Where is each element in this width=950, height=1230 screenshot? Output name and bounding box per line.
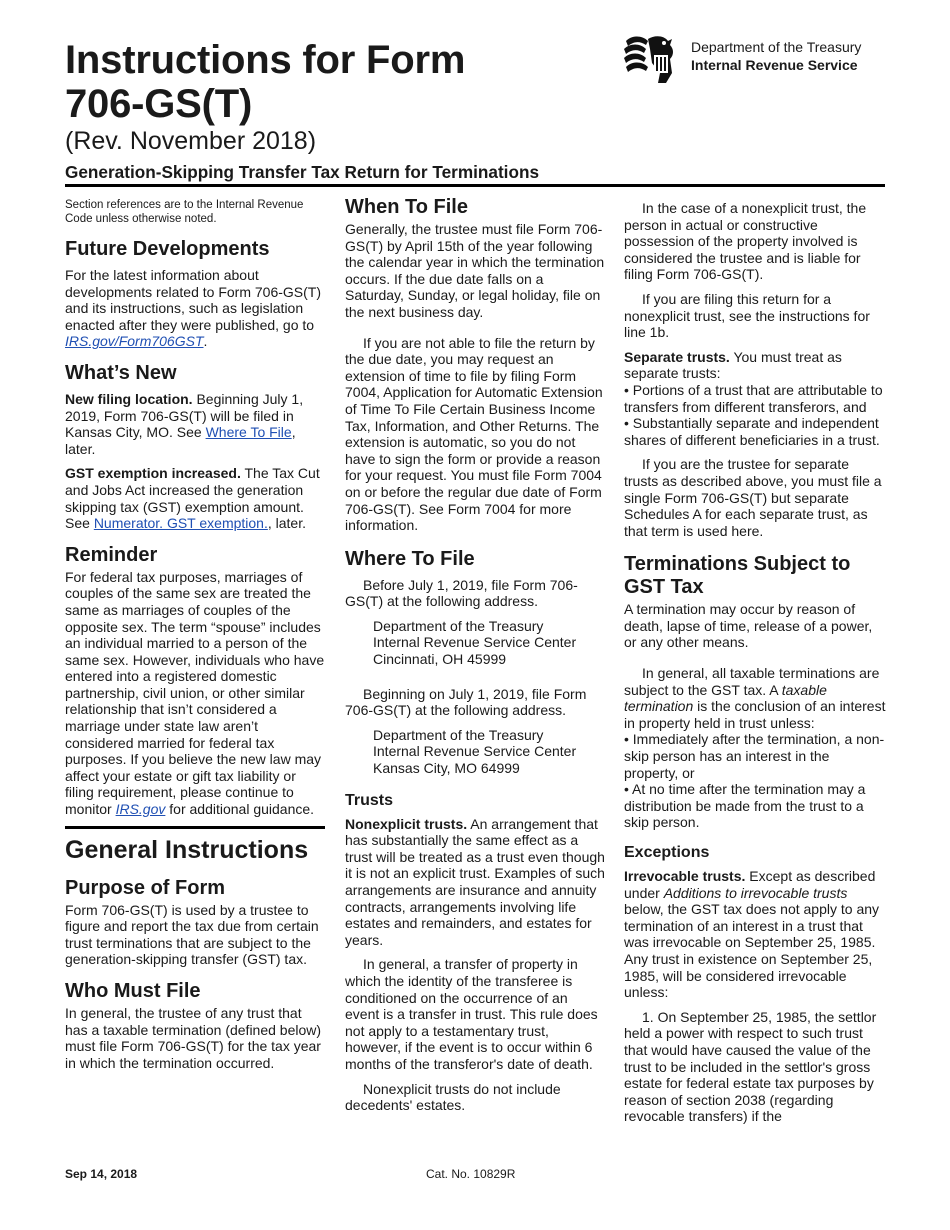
extension-text: If you are not able to file the return by the due date, you may request an extension of time to file by filing Form 7004, Application for Automatic Extension of Time To File Certain Business Income Tax, Information, and Other Returns. The extension is automatic, so you do not have to sign the form or provide a reason for your request. You must file Form 7004 on or before the regular due date of Form 706-GS(T). See Form 7004 for more information. — [345, 334, 603, 534]
gst-exemption-link[interactable]: Numerator. GST exemption. — [93, 515, 268, 532]
general-instructions-heading: General Instructions — [65, 826, 325, 865]
agency-name: Department of the Treasury Internal Revenue Service — [691, 39, 862, 73]
column-3 — [624, 200, 886, 1133]
irs-eagle-logo — [622, 33, 684, 87]
decedents-estates-text: Nonexplicit trusts do not include decedents' estates. — [345, 1080, 561, 1114]
catalog-number: Cat. No. 10829R — [426, 1167, 516, 1181]
nonexplicit-trusts-text: Nonexplicit trusts. An arrangement that has substantially the same effect as a trust will be treated as a trust even though it is not an explicit trust. Examples of such arrangements are insurance and annuity contracts, arrangements involving life estates and remainders, and estates for years. — [345, 815, 605, 948]
purpose-of-form-text: Form 706-GS(T) is used by a trustee to figure and report the tax due from certain trust terminations that are subject to the generation-skipping transfer (GST) tax. — [65, 901, 319, 968]
where-to-file-before-text: Before July 1, 2019, file Form 706-GS(T) at the following address. — [345, 576, 578, 610]
future-developments-heading: Future Developments — [65, 238, 270, 260]
termination-reasons-text: A termination may occur by reason of death, lapse of time, release of a power, or any other means. — [624, 601, 873, 651]
separate-schedules-text: If you are the trustee for separate trusts as described above, you must file a single Form 706-GS(T) but separate Schedules A for each separate trust, as that term is used here. — [624, 456, 882, 539]
new-filing-location-text: New filing location. Beginning July 1, 2019, Form 706-GS(T) will be filed in Kansas City, MO. See Where To File, later. — [65, 390, 304, 457]
separate-trusts-text: Separate trusts. You must treat as separate trusts: — [624, 348, 842, 382]
when-to-file-heading: When To File — [345, 196, 468, 218]
termination-bullet-1: • Immediately after the termination, a non-skip person has an interest in the property, or — [624, 731, 885, 781]
revision-date: (Rev. November 2018) — [65, 127, 317, 155]
section-references-note: Section references are to the Internal Revenue Code unless otherwise noted. — [65, 199, 304, 225]
cincinnati-address: Department of the Treasury Internal Revenue Service Center Cincinnati, OH 45999 — [373, 617, 577, 668]
transfer-in-trust-text: In general, a transfer of property in which the identity of the transferee is conditioned on the occurrence of an event is a transfer in trust. This rule does not apply to a testamentary trust, however, if the event is to occur within 6 months of the transferor's date of death. — [345, 956, 598, 1072]
irrevocable-condition-1: 1. On September 25, 1985, the settlor held a power with respect to such trust that would have caused the value of the trust to be included in the settlor's gross estate for federal estate tax purposes by reason of section 2038 (regarding revocable transfers) if the — [624, 1008, 877, 1125]
irrevocable-trusts-text: Irrevocable trusts. Except as described under Additions to irrevocable trusts below, the GST tax does not apply to any termination of an interest in a trust that was irrevocable on September 25, 1985. Any trust in existence on September 25, 1985, will be considered irrevocable unless: — [624, 868, 880, 1001]
when-to-file-text: Generally, the trustee must file Form 706-GS(T) by April 15th of the year following the calendar year in which the termination occurs. If the due date falls on a Saturday, Sunday, or legal holiday, file on the next business day. — [345, 221, 605, 320]
who-must-file-text: In general, the trustee of any trust that has a taxable termination (defined below) must file Form 706-GS(T) for the tax year in which the termination occurred. — [65, 1005, 322, 1071]
taxable-termination-text: In general, all taxable terminations are subject to the GST tax. A taxable termination is the conclusion of an interest in property held in trust unless: — [624, 665, 886, 731]
termination-bullet-2: • At no time after the termination may a distribution be made from the trust to a skip person. — [624, 781, 866, 831]
page-title: Instructions for Form 706-GS(T) — [65, 38, 466, 126]
kansas-city-address: Department of the Treasury Internal Revenue Service Center Kansas City, MO 64999 — [373, 726, 577, 777]
irs-gov-link[interactable]: IRS.gov — [115, 801, 166, 818]
where-to-file-heading: Where To File — [345, 547, 475, 570]
column-2 — [345, 196, 605, 1122]
purpose-of-form-heading: Purpose of Form — [65, 876, 226, 899]
separate-trusts-bullet-1: • Portions of a trust that are attributable to transfers from different transferors, and — [624, 381, 883, 415]
reminder-text: For federal tax purposes, marriages of couples of the same sex are treated the same as marriages of couples of the opposite sex. The term “spouse” includes an individual married to a person of the same sex. However, individuals who have entered into a registered domestic partnership, civil union, or other similar relationship that isn’t considered a marriage under state law aren’t considered married for federal tax purposes. If you believe the new law may affect your estate or gift tax liability or filing requirement, please continue to monitor IRS.gov for additional guidance. — [65, 568, 325, 818]
where-to-file-link[interactable]: Where To File — [205, 424, 292, 441]
exceptions-heading: Exceptions — [624, 844, 710, 861]
future-developments-text: For the latest information about developments related to Form 706-GS(T) and its instructions, such as legislation enacted after they were published, go to IRS.gov/Form706GST. — [65, 267, 321, 350]
header-rule — [65, 184, 885, 187]
footer-date: Sep 14, 2018 — [65, 1167, 138, 1181]
terminations-subject-heading: Terminations Subject to GST Tax — [624, 553, 851, 599]
gst-exemption-text: GST exemption increased. The Tax Cut and Jobs Act increased the generation skipping tax (GST) exemption amount. See Numerator. GST exemption., later. — [65, 465, 320, 532]
reminder-heading: Reminder — [65, 543, 158, 566]
column-1 — [65, 198, 325, 1079]
form-subtitle: Generation-Skipping Transfer Tax Return for Terminations — [65, 162, 539, 182]
nonexplicit-trustee-text: In the case of a nonexplicit trust, the person in actual or constructive possession of the property involved is considered the trustee and is liable for filing Form 706-GS(T). — [624, 200, 867, 283]
irs-form706gst-link[interactable]: IRS.gov/Form706GST — [65, 333, 204, 350]
where-to-file-after-text: Beginning on July 1, 2019, file Form 706-GS(T) at the following address. — [345, 685, 587, 719]
line-1b-note: If you are filing this return for a nonexplicit trust, see the instructions for line 1b. — [624, 290, 870, 341]
separate-trusts-bullet-2: • Substantially separate and independent shares of different beneficiaries in a trust. — [624, 415, 880, 448]
trusts-heading: Trusts — [345, 791, 394, 809]
who-must-file-heading: Who Must File — [65, 980, 201, 1002]
whats-new-heading: What’s New — [65, 361, 177, 384]
